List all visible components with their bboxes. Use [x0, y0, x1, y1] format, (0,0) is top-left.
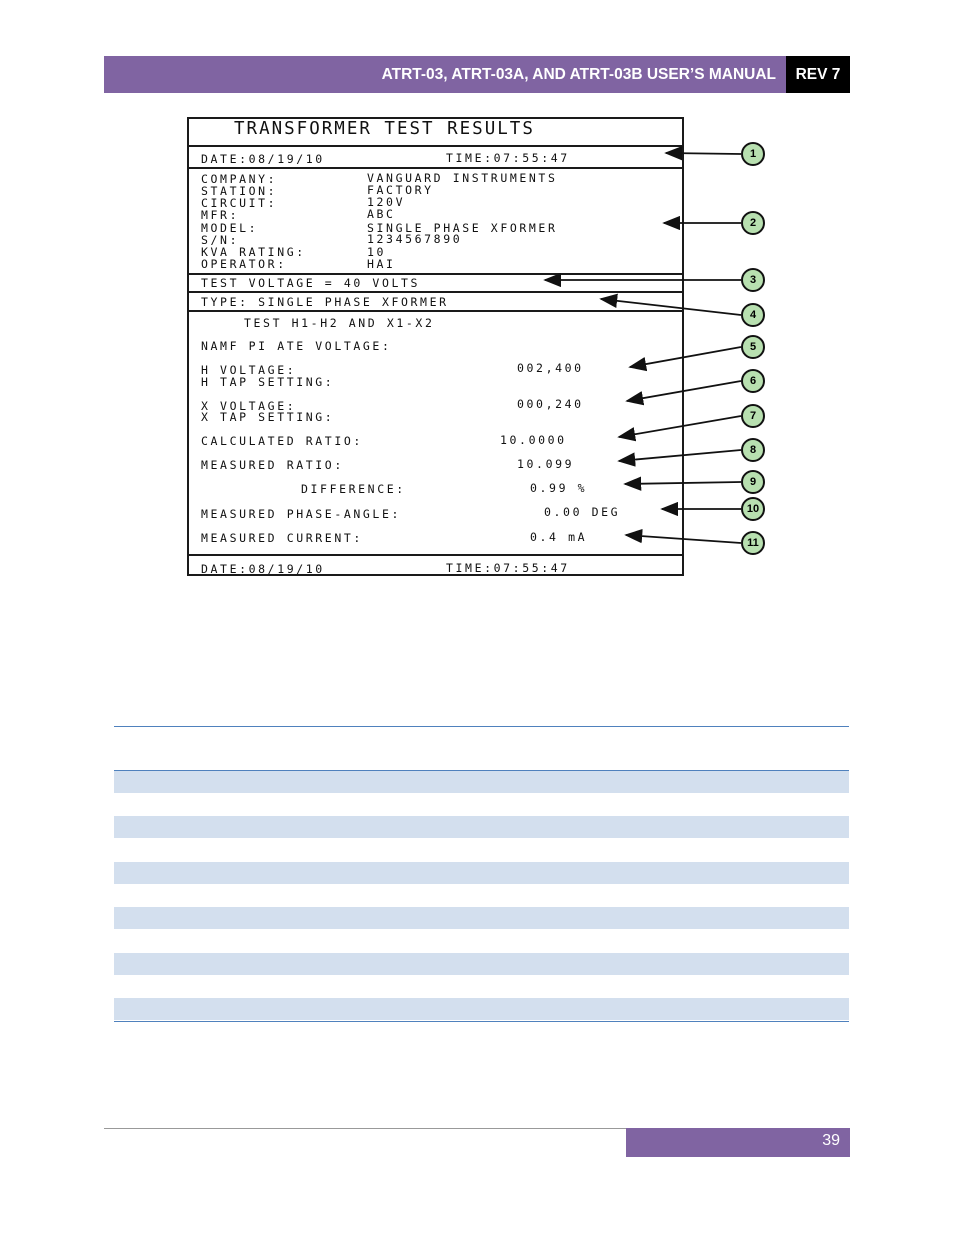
- info-label-serial: S/N:: [201, 233, 240, 247]
- phase-angle-label: MEASURED PHASE-ANGLE:: [201, 507, 401, 521]
- printout-time: TIME:07:55:47: [446, 151, 570, 165]
- callout-3: 3: [741, 268, 765, 292]
- printout-date-footer: DATE:08/19/10: [201, 562, 325, 576]
- h-voltage-value: 002,400: [517, 361, 584, 375]
- info-value-company: VANGUARD INSTRUMENTS: [367, 171, 558, 185]
- manual-title: ATRT-03, ATRT-03A, AND ATRT-03B USER’S MANUAL: [381, 66, 776, 83]
- printout-title: TRANSFORMER TEST RESULTS: [234, 119, 535, 139]
- current-value: 0.4 mA: [530, 530, 588, 544]
- info-label-company: COMPANY:: [201, 172, 278, 186]
- callout-2: 2: [741, 211, 765, 235]
- table-row: [114, 862, 849, 884]
- test-type: TYPE: SINGLE PHASE XFORMER: [201, 295, 449, 309]
- h-tap-setting: H TAP SETTING:: [201, 375, 335, 389]
- divider: [189, 554, 682, 556]
- info-value-mfr: ABC: [367, 207, 396, 221]
- x-voltage-label: X VOLTAGE:: [201, 399, 297, 413]
- info-label-operator: OPERATOR:: [201, 257, 287, 271]
- info-value-station: FACTORY: [367, 183, 434, 197]
- measured-ratio-label: MEASURED RATIO:: [201, 458, 344, 472]
- callout-1: 1: [741, 142, 765, 166]
- callout-5: 5: [741, 335, 765, 359]
- current-label: MEASURED CURRENT:: [201, 531, 363, 545]
- page-number: 39: [822, 1132, 840, 1149]
- callout-10: 10: [741, 497, 765, 521]
- h-voltage-label: H VOLTAGE:: [201, 363, 297, 377]
- test-connection: TEST H1-H2 AND X1-X2: [244, 316, 435, 330]
- divider: [189, 310, 682, 312]
- info-label-mfr: MFR:: [201, 208, 240, 222]
- footer-rule: [104, 1128, 626, 1129]
- divider: [189, 167, 682, 169]
- callout-9: 9: [741, 470, 765, 494]
- phase-angle-value: 0.00 DEG: [544, 505, 621, 519]
- info-value-kva: 10: [367, 245, 387, 259]
- test-results-printout: [187, 117, 684, 576]
- table-row: [114, 998, 849, 1020]
- x-voltage-value: 000,240: [517, 397, 584, 411]
- footer-bar: [626, 1128, 850, 1157]
- info-label-circuit: CIRCUIT:: [201, 196, 278, 210]
- table-row: [114, 907, 849, 929]
- table-top-rule: [114, 726, 849, 727]
- info-value-circuit: 120V: [367, 195, 406, 209]
- callout-7: 7: [741, 404, 765, 428]
- info-value-operator: HAI: [367, 257, 396, 271]
- difference-label: DIFFERENCE:: [301, 482, 406, 496]
- divider: [189, 291, 682, 293]
- table-row: [114, 816, 849, 838]
- callout-8: 8: [741, 438, 765, 462]
- info-label-station: STATION:: [201, 184, 278, 198]
- callout-11: 11: [741, 531, 765, 555]
- printout-date: DATE:08/19/10: [201, 152, 325, 166]
- table-row: [114, 771, 849, 793]
- nameplate-voltage-label: NAMF PI ATE VOLTAGE:: [201, 339, 392, 353]
- table-row: [114, 953, 849, 975]
- x-tap-setting: X TAP SETTING:: [201, 410, 335, 424]
- calculated-ratio-value: 10.0000: [500, 433, 567, 447]
- difference-value: 0.99 %: [530, 481, 588, 495]
- info-value-model: SINGLE PHASE XFORMER: [367, 221, 558, 235]
- info-label-kva: KVA RATING:: [201, 245, 306, 259]
- info-label-model: MODEL:: [201, 221, 259, 235]
- test-voltage: TEST VOLTAGE = 40 VOLTS: [201, 276, 421, 290]
- printout-time-footer: TIME:07:55:47: [446, 561, 570, 575]
- calculated-ratio-label: CALCULATED RATIO:: [201, 434, 363, 448]
- header-bar: [104, 56, 786, 93]
- callout-6: 6: [741, 369, 765, 393]
- info-value-serial: 1234567890: [367, 232, 463, 246]
- callout-4: 4: [741, 303, 765, 327]
- divider: [189, 145, 682, 147]
- revision-badge: REV 7: [786, 56, 850, 93]
- divider: [189, 273, 682, 275]
- measured-ratio-value: 10.099: [517, 457, 575, 471]
- table-bottom-rule: [114, 1021, 849, 1022]
